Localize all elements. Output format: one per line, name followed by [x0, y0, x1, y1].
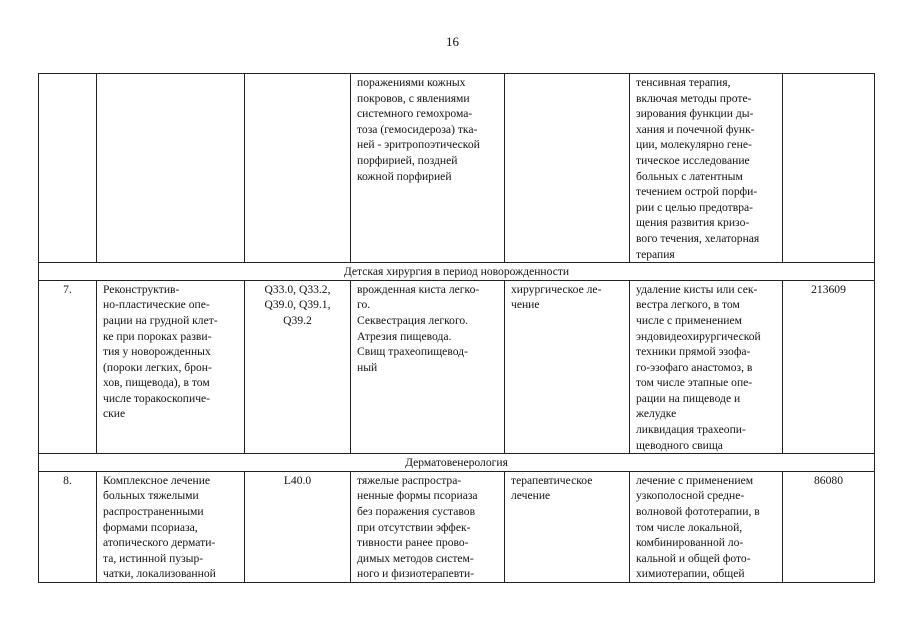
text-line: удаление кисты или сек- — [636, 282, 758, 296]
text-line: ции, молекулярно гене- — [636, 138, 752, 152]
text-line: L40.0 — [283, 473, 312, 487]
text-line: числе торакоскопиче- — [103, 391, 211, 405]
text-line: больных тяжелыми — [103, 489, 199, 503]
text-line: распространенными — [103, 505, 204, 519]
text-line: ней - эритропоэтической — [357, 138, 480, 152]
text-line: врожденная киста легко- — [357, 282, 480, 296]
cell-price: 86080 — [783, 471, 875, 582]
text-line: том числе локальной, — [636, 520, 743, 534]
text-line: ного и физиотерапевти- — [357, 567, 475, 581]
cell-disease — [351, 471, 505, 582]
text-line: ный — [357, 360, 378, 374]
cell-number: 7. — [39, 280, 97, 454]
page-number: 16 — [446, 34, 459, 49]
cell-treatment — [505, 280, 630, 454]
text-line: системного гемохрома- — [357, 107, 473, 121]
text-line: техники прямой эзофа- — [636, 345, 751, 359]
text-line: эндовидеохирургической — [636, 329, 761, 343]
text-line: химиотерапии, общей — [636, 567, 745, 581]
cell-disease — [351, 74, 505, 263]
text-line: лечение с применением — [636, 473, 754, 487]
text-line: течением острой порфи- — [636, 185, 758, 199]
text-line: вестра легкого, в том — [636, 298, 740, 312]
text-line: комбинированной ло- — [636, 536, 744, 550]
text-line: рации на грудной клет- — [103, 313, 218, 327]
cell-price: 213609 — [783, 280, 875, 454]
section-header-row — [39, 263, 875, 281]
text-line: Атрезия пищевода. — [357, 329, 452, 343]
cell-codes — [245, 280, 351, 454]
text-line: терапевтическое — [511, 473, 593, 487]
text-line: Свищ трахеопищевод- — [357, 345, 468, 359]
cell-number — [39, 74, 97, 263]
cell-method — [630, 74, 783, 263]
text-line: атопического дермати- — [103, 536, 216, 550]
text-line: желудке — [636, 407, 677, 421]
text-line: го. — [357, 298, 371, 312]
text-line: хов, пищевода), в том — [103, 376, 210, 390]
table-row — [39, 280, 875, 454]
text-line: зирования функции ды- — [636, 107, 754, 121]
text-line: Реконструктив- — [103, 282, 180, 296]
text-line: поражениями кожных — [357, 76, 466, 89]
cell-name — [97, 280, 245, 454]
cell-treatment — [505, 74, 630, 263]
text-line: больных с латентным — [636, 169, 743, 183]
text-line: тяжелые распростра- — [357, 473, 462, 487]
text-line: узкополосной средне- — [636, 489, 745, 503]
text-line: Q39.2 — [283, 313, 312, 327]
text-line: ке при пороках разви- — [103, 329, 212, 343]
text-line: том числе этапные опе- — [636, 376, 753, 390]
text-line: хания и почечной функ- — [636, 122, 755, 136]
cell-price — [783, 74, 875, 263]
cell-treatment — [505, 471, 630, 582]
cell-method — [630, 471, 783, 582]
text-line: хирургическое ле- — [511, 282, 602, 296]
text-line: но-пластические опе- — [103, 298, 210, 312]
cell-number: 8. — [39, 471, 97, 582]
text-line: та, истинной пузыр- — [103, 551, 204, 565]
text-line: тоза (гемосидероза) тка- — [357, 122, 478, 136]
cell-disease — [351, 280, 505, 454]
text-line: кальной и общей фото- — [636, 551, 751, 565]
text-line: ликвидация трахеопи- — [636, 423, 746, 437]
text-line: волновой фототерапии, в — [636, 505, 760, 519]
text-line: покровов, с явлениями — [357, 91, 470, 105]
medical-care-table — [38, 73, 875, 583]
text-line: рации на пищеводе и — [636, 391, 741, 405]
text-line: вого течения, хелаторная — [636, 231, 760, 245]
text-line: без поражения суставов — [357, 505, 476, 519]
text-line: чение — [511, 298, 540, 312]
cell-method — [630, 280, 783, 454]
table-row — [39, 471, 875, 582]
section-header-row — [39, 454, 875, 472]
text-line: (пороки легких, брон- — [103, 360, 212, 374]
text-line: кожной порфирией — [357, 169, 452, 183]
text-line: порфирией, поздней — [357, 153, 458, 167]
text-line: Q39.0, Q39.1, — [264, 298, 331, 312]
section-title: Дерматовенерология — [39, 454, 875, 472]
text-line: ские — [103, 407, 126, 421]
text-line: Комплексное лечение — [103, 473, 211, 487]
cell-codes — [245, 74, 351, 263]
text-line: ненные формы псориаза — [357, 489, 478, 503]
text-line: щения развития кризо- — [636, 216, 750, 230]
cell-codes — [245, 471, 351, 582]
text-line: тическое исследование — [636, 153, 750, 167]
text-line: щеводного свища — [636, 438, 723, 452]
text-line: лечение — [511, 489, 551, 503]
text-line: чатки, локализованной — [103, 567, 216, 581]
text-line: го-эзофаго анастомоз, в — [636, 360, 753, 374]
text-line: димых методов систем- — [357, 551, 474, 565]
text-line: формами псориаза, — [103, 520, 198, 534]
text-line: терапия — [636, 247, 675, 261]
cell-name — [97, 471, 245, 582]
text-line: числе с применением — [636, 313, 742, 327]
text-line: Секвестрация легкого. — [357, 313, 469, 327]
cell-name — [97, 74, 245, 263]
text-line: включая методы проте- — [636, 91, 752, 105]
table-row-continuation — [39, 74, 875, 263]
text-line: Q33.0, Q33.2, — [264, 282, 331, 296]
text-line: тенсивная терапия, — [636, 76, 731, 89]
text-line: при отсутствии эффек- — [357, 520, 471, 534]
text-line: рии с целью предотвра- — [636, 200, 754, 214]
text-line: тия у новорожденных — [103, 345, 211, 359]
section-title: Детская хирургия в период новорожденности — [39, 263, 875, 281]
text-line: тивности ранее прово- — [357, 536, 469, 550]
